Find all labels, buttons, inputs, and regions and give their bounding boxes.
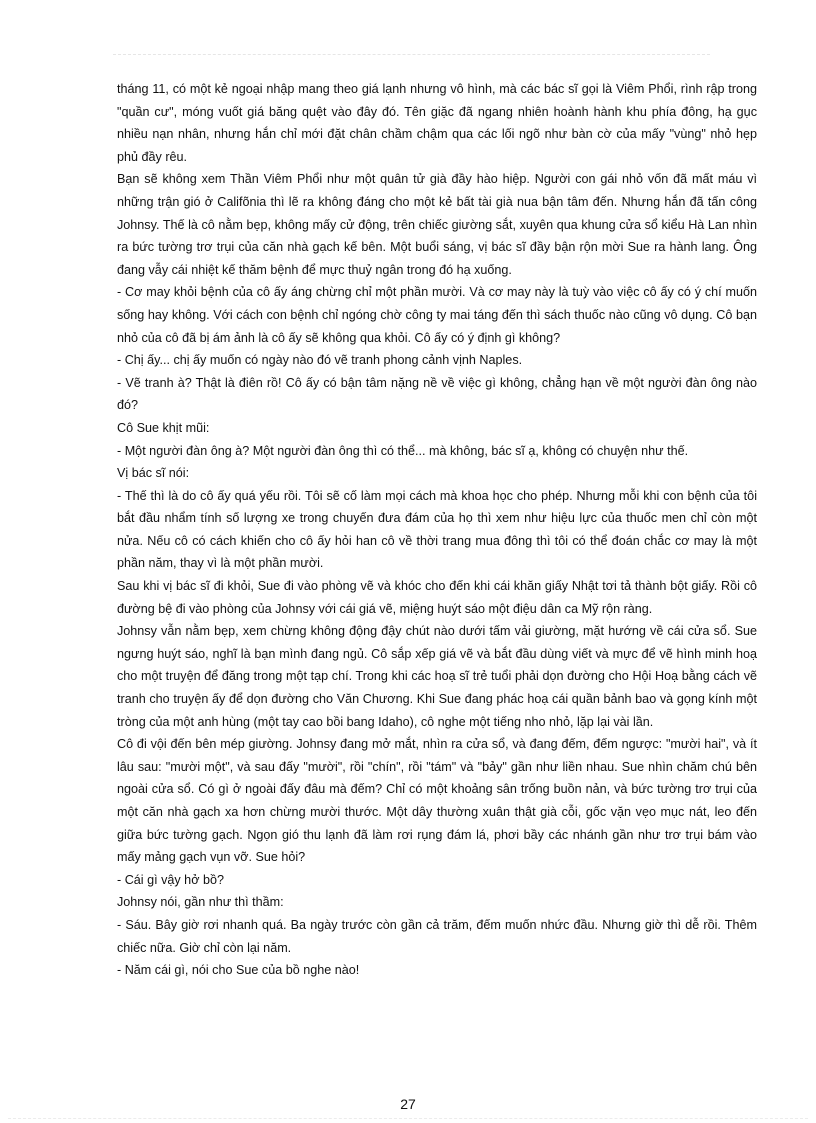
paragraph: Vị bác sĩ nói: [117,466,190,481]
page-number: 27 [400,1096,416,1112]
paragraph: Sau khi vị bác sĩ đi khỏi, Sue đi vào phòng vẽ và khóc cho đến khi cái khăn giấy Nhật tơi tả thành bột giấy. Rồi cô đường bệ đi vào phòng của Johnsy với cái giá vẽ, miệng huýt sáo một điệu dân ca Mỹ rộn ràng. [117,579,757,616]
paragraph: Johnsy nói, gần như thì thầm: [117,895,284,910]
paragraph: - Sáu. Bây giờ rơi nhanh quá. Ba ngày trước còn gần cả trăm, đếm muốn nhức đầu. Nhưng giờ thì dễ rồi. Thêm chiếc nữa. Giờ chỉ còn lại năm. [117,917,757,955]
paragraph: - Chị ấy... chị ấy muốn có ngày nào đó vẽ tranh phong cảnh vịnh Naples. [117,353,523,368]
paragraph: - Cái gì vậy hở bồ? [117,872,224,887]
paragraph: - Vẽ tranh à? Thật là điên rồ! Cô ấy có bận tâm nặng nề về việc gì không, chẳng hạn về một người đàn ông nào đó? [117,375,757,413]
page-frame-bottom-line [8,1118,808,1119]
paragraph: Cô đi vội đến bên mép giường. Johnsy đang mở mắt, nhìn ra cửa sổ, và đang đếm, đếm ngược: "mười hai", và ít lâu sau: "mười một", và sau đấy "mười", rồi "chín", rồi "tám" và "bảy" gần như liền nhau. Sue nhìn chăm chú bên ngoài cửa sổ. Có gì ở ngoài đấy đâu mà đếm? Chỉ có một khoảng sân trống buồn nản, và bức tường trơ trụi của một căn nhà gạch xa hơn chừng mười thước. Một dây thường xuân thật già cỗi, gốc vặn vẹo mục nát, leo đến giữa bức tường gạch. Ngọn gió thu lạnh đã làm rơi rụng đám lá, phơi bầy các nhánh gần như trơ trụi bám vào mấy mảng gạch vụn vỡ. Sue hỏi? [117,737,757,865]
paragraph: tháng 11, có một kẻ ngoại nhập mang theo giá lạnh nhưng vô hình, mà các bác sĩ gọi là Viêm Phổi, rình rập trong "quần cư", móng vuốt giá băng quệt vào đây đó. Tên giặc đã ngang nhiên hoành hành khu phía đông, hạ gục nhiều nạn nhân, nhưng hắn chỉ mới đặt chân chầm chậm qua các lối ngõ như bàn cờ của mấy "vùng" nhỏ hẹp phủ đầy rêu. [117,82,757,164]
paragraph: - Cơ may khỏi bệnh của cô ấy áng chừng chỉ một phần mười. Và cơ may này là tuỳ vào việc cô ấy có ý chí muốn sống hay không. Với cách con bệnh chỉ ngóng chờ công ty mai táng đến thì sách thuốc nào cũng vô dụng. Cô bạn nhỏ của cô đã bị ám ảnh là cô ấy sẽ không qua khỏi. Cô ấy có ý định gì không? [117,285,757,345]
page-frame-top-line [113,54,710,55]
paragraph: - Một người đàn ông à? Một người đàn ông thì có thể... mà không, bác sĩ ạ, không có chuyện như thế. [117,443,689,458]
paragraph: Cô Sue khịt mũi: [117,420,210,435]
paragraph: Bạn sẽ không xem Thần Viêm Phổi như một quân tử già đầy hào hiệp. Người con gái nhỏ vốn đã mất máu vì những trận gió ở Califõnia thì lẽ ra không đáng cho một kẻ bất tài già nua bận tâm đến. Nhưng hắn đã tấn công Johnsy. Thế là cô nằm bẹp, không mấy cử động, trên chiếc giường sắt, xuyên qua khung cửa sổ kiểu Hà Lan nhìn ra bức tường trơ trụi của căn nhà gạch kế bên. Một buổi sáng, vị bác sĩ đầy bận rộn mời Sue ra hành lang. Ông đang vẫy cái nhiệt kế thăm bệnh để mực thuỷ ngân trong đó hạ xuống. [117,172,757,277]
paragraph: - Thế thì là do cô ấy quá yếu rồi. Tôi sẽ cố làm mọi cách mà khoa học cho phép. Nhưng mỗi khi con bệnh của tôi bắt đầu nhẩm tính số lượng xe trong chuyến đưa đám của họ thì xem như hiệu lực của thuốc men chỉ còn một nửa. Nếu cô có cách khiến cho cô ấy hỏi han cô về thời trang mua đông thì tôi có thể đoán chắc cơ may là một phần năm, thay vì là một phần mười. [117,488,757,571]
paragraph: - Năm cái gì, nói cho Sue của bồ nghe nào! [117,963,360,978]
paragraph: Johnsy vẫn nằm bẹp, xem chừng không động đậy chút nào dưới tấm vải giường, mặt hướng về cái cửa sổ. Sue ngưng huýt sáo, nghĩ là bạn mình đang ngủ. Cô sắp xếp giá vẽ và bắt đầu dùng viết và mực để vẽ hình minh hoạ cho một truyện để đăng trong một tạp chí. Trong khi các hoạ sĩ trẻ tuổi phải dọn đường cho Hội Hoạ bằng cách vẽ tranh cho truyện ấy để dọn đường cho Văn Chương. Khi Sue đang phác hoạ cái quần bảnh bao và gọng kính một tròng của một anh hùng (một tay cao bồi bang Idaho), cô nghe một tiếng nho nhỏ, lặp lại vài lần. [117,624,757,729]
page-body-text [117,78,757,982]
